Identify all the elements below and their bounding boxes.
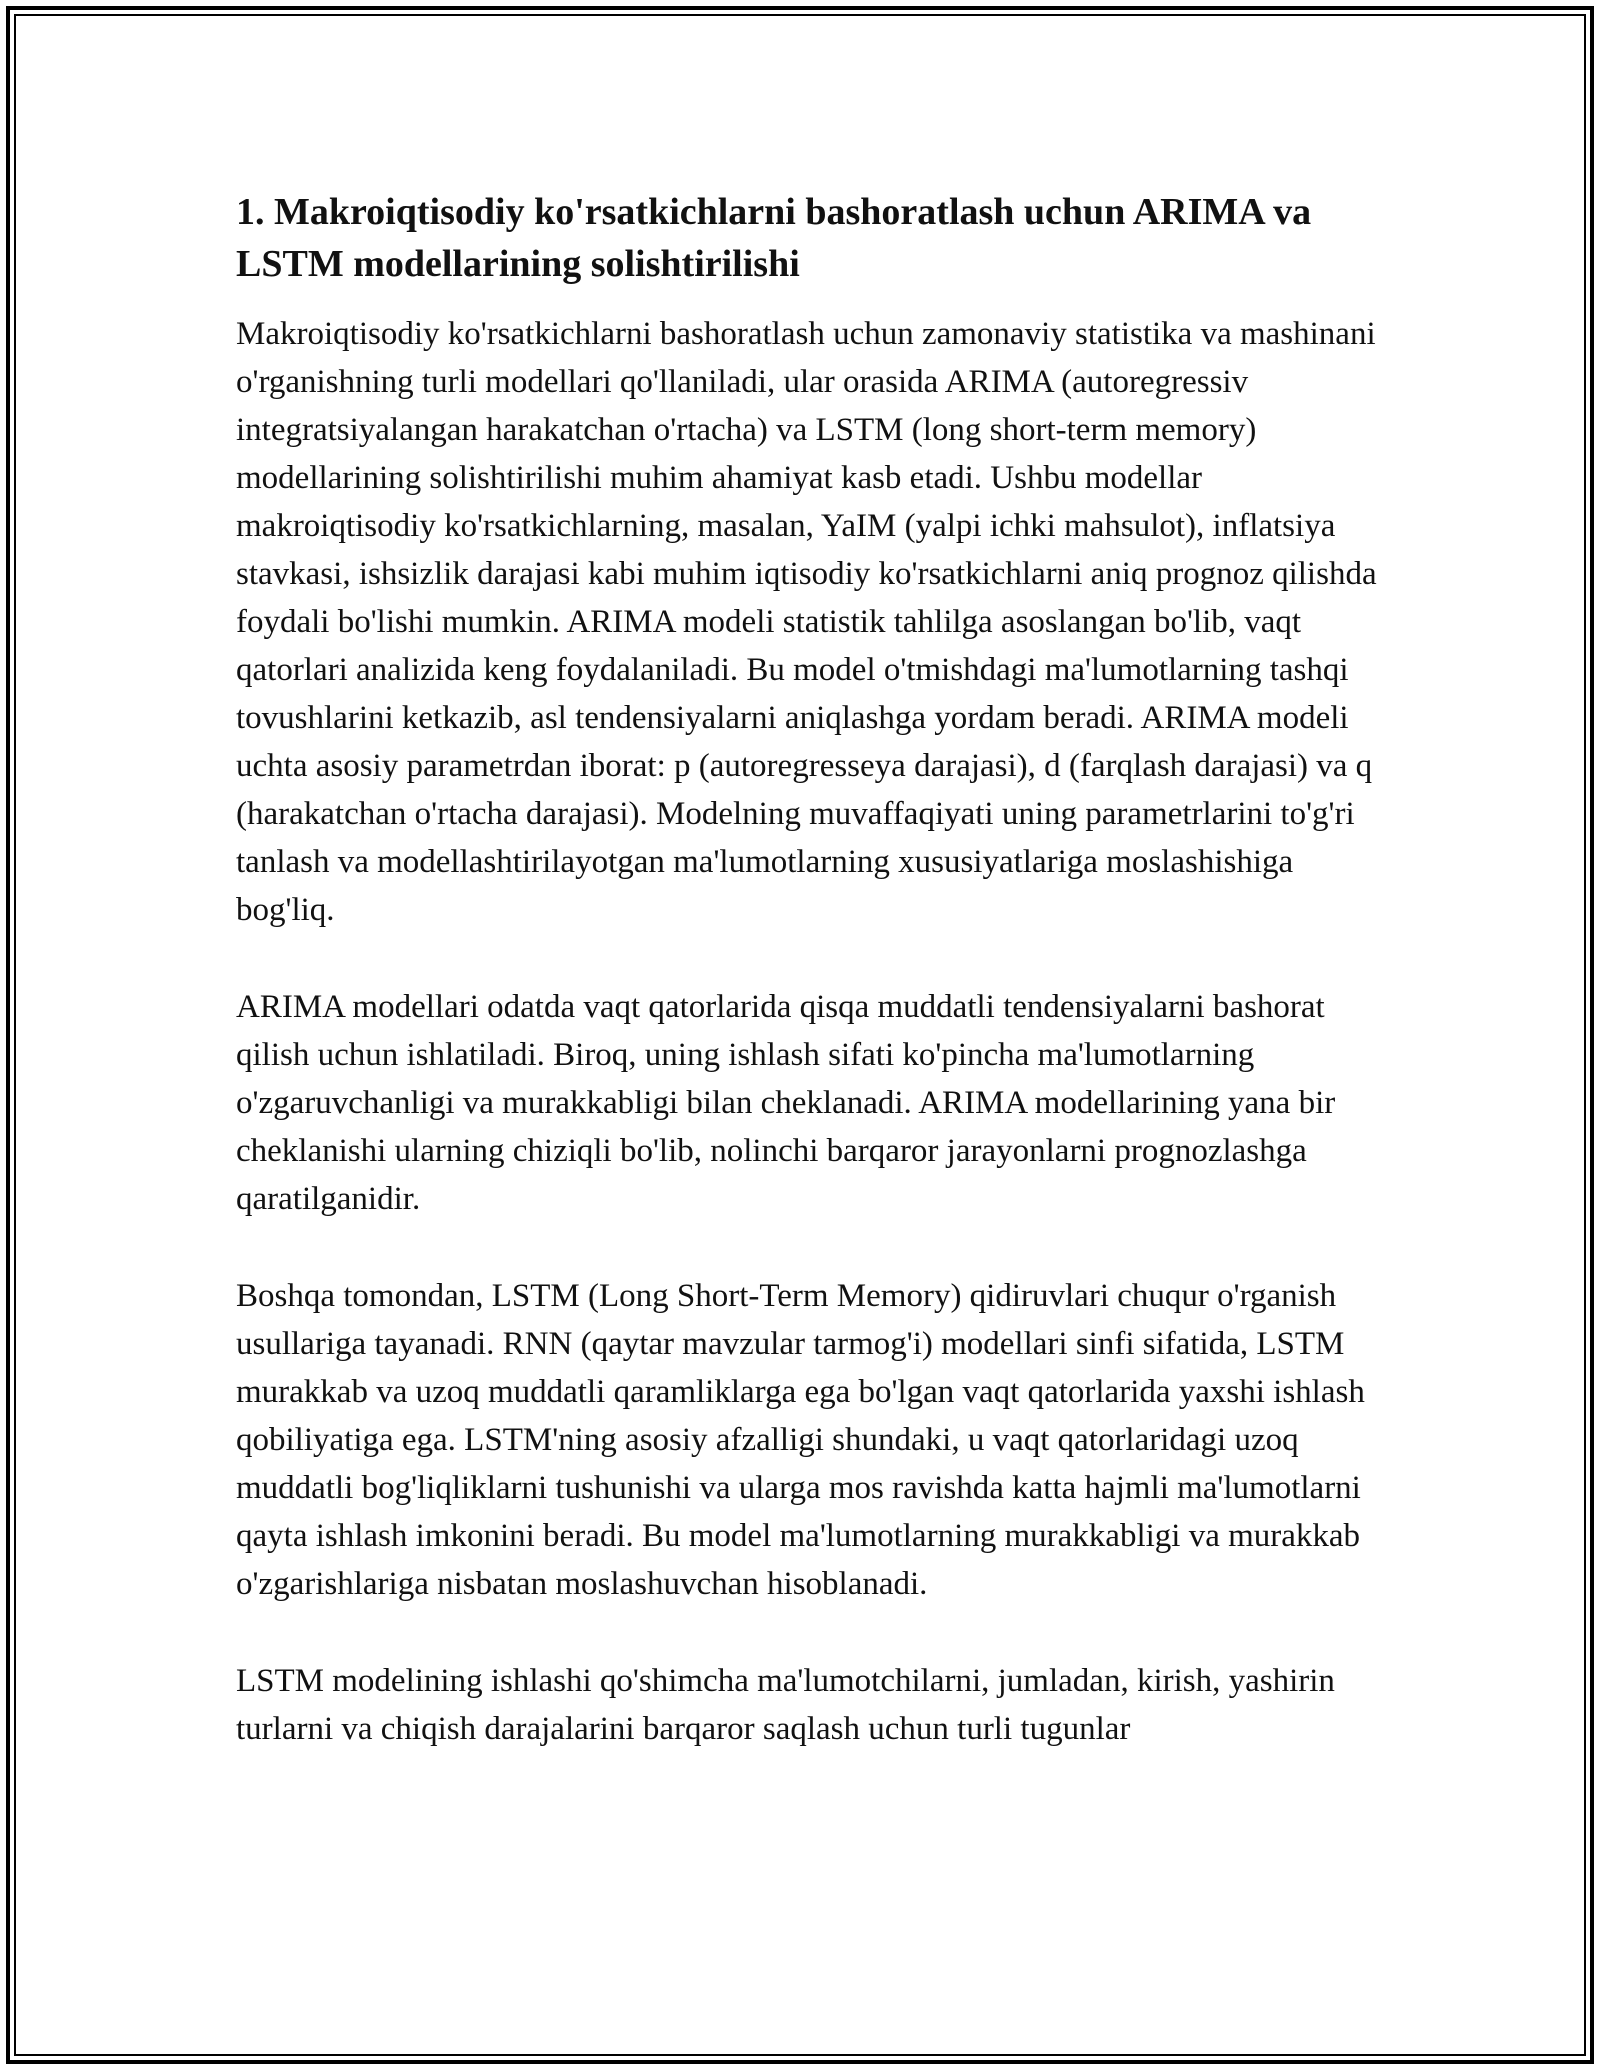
paragraph-arima-intro: Makroiqtisodiy ko'rsatkichlarni bashoratlash uchun zamonaviy statistika va mashinani o'rganishning turli modellari qo'llaniladi, ular orasida ARIMA (autoregressiv integratsiyalangan harakatchan o'rtacha) va LSTM (long short-term memory) modellarining solishtirilishi muhim ahamiyat kasb etadi. Ushbu modellar makroiqtisodiy ko'rsatkichlarning, masalan, YaIM (yalpi ichki mahsulot), inflatsiya stavkasi, ishsizlik darajasi kabi muhim iqtisodiy ko'rsatkichlarni aniq prognoz qilishda foydali bo'lishi mumkin. ARIMA modeli statistik tahlilga asoslangan bo'lib, vaqt qatorlari analizida keng foydalaniladi. Bu model o'tmishdagi ma'lumotlarning tashqi tovushlarini ketkazib, asl tendensiyalarni aniqlashga yordam beradi. ARIMA modeli uchta asosiy parametrdan iborat: p (autoregresseya darajasi), d (farqlash darajasi) va q (harakatchan o'rtacha darajasi). Modelning muvaffaqiyati uning parametrlarini to'g'ri tanlash va modellashtirilayotgan ma'lumotlarning xususiyatlariga moslashishiga bog'liq. xyxy=(236,316,1377,928)
paragraph-arima-limits: ARIMA modellari odatda vaqt qatorlarida qisqa muddatli tendensiyalarni bashorat qilish uchun ishlatiladi. Biroq, uning ishlash sifati ko'pincha ma'lumotlarning o'zgaruvchanligi va murakkabligi bilan cheklanadi. ARIMA modellarining yana bir cheklanishi ularning chiziqli bo'lib, nolinchi barqaror jarayonlarni prognozlashga qaratilganidir. xyxy=(236,989,1336,1217)
document-body xyxy=(236,186,1381,1802)
paragraph-lstm-mechanics: LSTM modelining ishlashi qo'shimcha ma'lumotchilarni, jumladan, kirish, yashirin turlarni va chiqish darajalarini barqaror saqlash uchun turli tugunlar xyxy=(236,1663,1335,1747)
section-heading: 1. Makroiqtisodiy ko'rsatkichlarni bashoratlash uchun ARIMA va LSTM modellarining solishtirilishi xyxy=(236,191,1312,285)
paragraph-lstm-intro: Boshqa tomondan, LSTM (Long Short-Term Memory) qidiruvlari chuqur o'rganish usullariga tayanadi. RNN (qaytar mavzular tarmog'i) modellari sinfi sifatida, LSTM murakkab va uzoq muddatli qaramliklarga ega bo'lgan vaqt qatorlarida yaxshi ishlash qobiliyatiga ega. LSTM'ning asosiy afzalligi shundaki, u vaqt qatorlaridagi uzoq muddatli bog'liqliklarni tushunishi va ularga mos ravishda katta hajmli ma'lumotlarni qayta ishlash imkonini beradi. Bu model ma'lumotlarning murakkabligi va murakkab o'zgarishlariga nisbatan moslashuvchan hisoblanadi. xyxy=(236,1278,1365,1602)
